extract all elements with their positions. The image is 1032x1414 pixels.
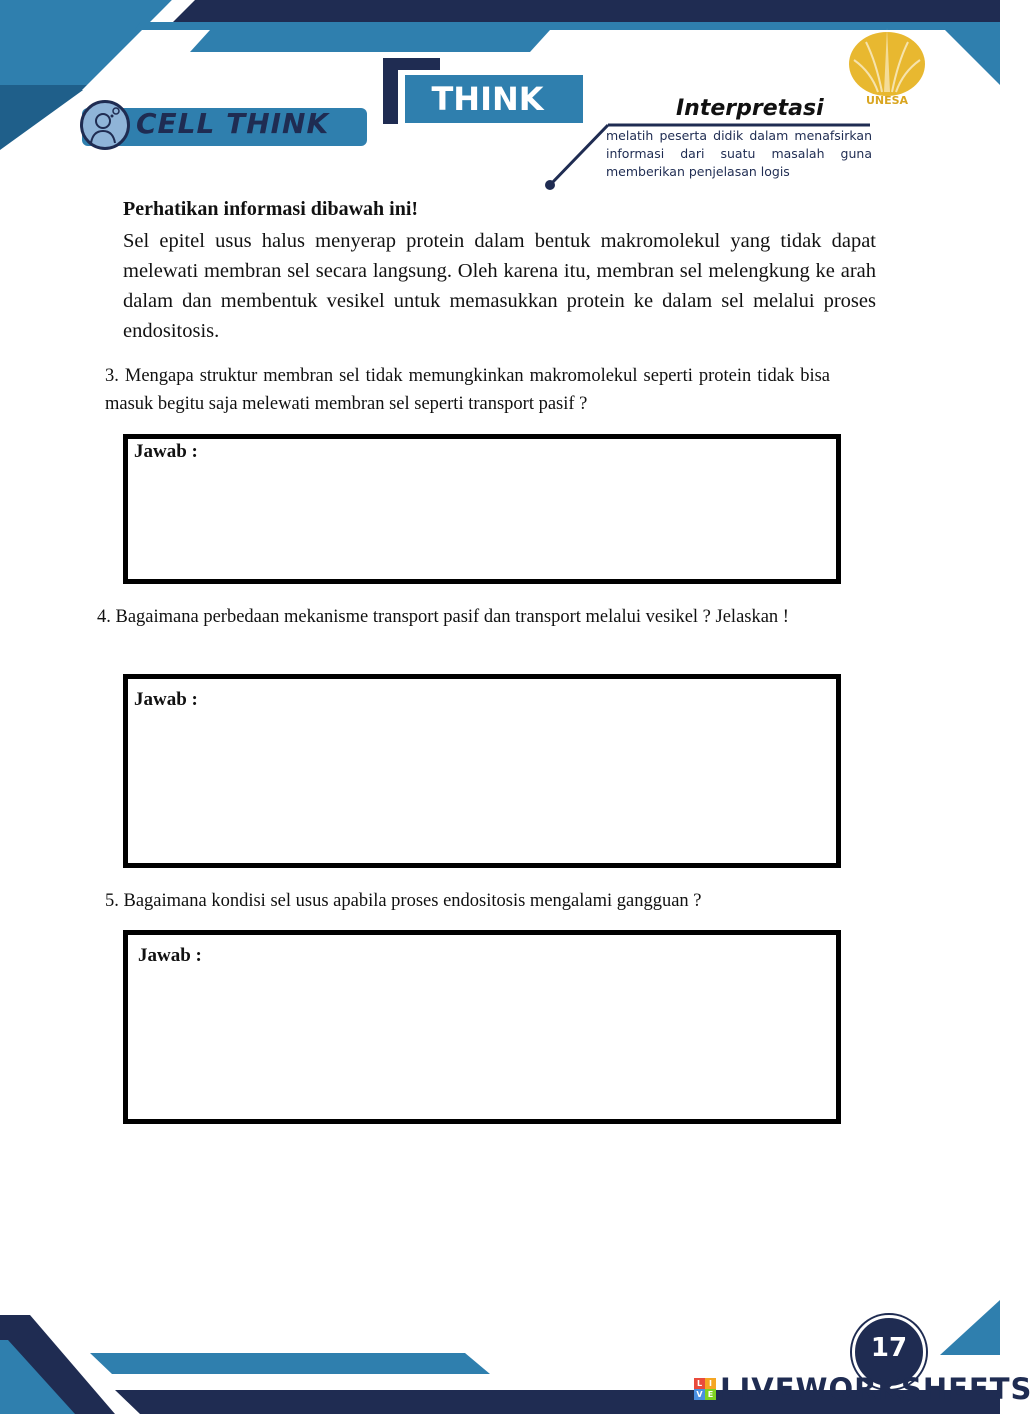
question-4-text: Bagaimana perbedaan mekanisme transport pasif dan transport melalui vesikel ? Jelaskan ! — [115, 607, 789, 627]
intro-heading: Perhatikan informasi dibawah ini! — [123, 198, 419, 220]
answer-label-5: Jawab : — [138, 945, 202, 966]
skill-title: Interpretasi — [676, 96, 824, 121]
question-4 — [97, 603, 822, 631]
answer-box-5[interactable] — [123, 930, 841, 1124]
answer-box-3[interactable] — [123, 434, 841, 584]
question-3-text: Mengapa struktur membran sel tidak memungkinkan makromolekul seperti protein tidak bisa masuk begitu saja melewati membran sel seperti transport pasif ? — [105, 366, 831, 414]
skill-description: melatih peserta didik dalam menafsirkan informasi dari suatu masalah guna memberikan penjelasan logis — [606, 128, 872, 179]
watermark-text: LIVEWORKSHEETS — [720, 1372, 1032, 1406]
page-number: 17 — [870, 1333, 908, 1363]
answer-label-3: Jawab : — [134, 441, 198, 462]
liveworksheets-logo-icon: L I V E — [694, 1378, 716, 1400]
answer-box-4[interactable] — [123, 674, 841, 868]
intro-body: Sel epitel usus halus menyerap protein dalam bentuk makromolekul yang tidak dapat melewati membran sel secara langsung. Oleh karena itu, membran sel melengkung ke arah dalam dan membentuk vesikel untuk memasukkan protein ke dalam sel melalui proses endositosis. — [123, 230, 876, 342]
question-5 — [105, 887, 830, 915]
brand-title: CELL THINK — [136, 107, 330, 140]
question-5-number: 5. — [105, 891, 119, 911]
question-4-number: 4. — [97, 607, 111, 627]
question-3-number: 3. — [105, 366, 119, 386]
logo-text: UNESA — [865, 94, 909, 107]
question-5-text: Bagaimana kondisi sel usus apabila proses endositosis mengalami gangguan ? — [123, 891, 702, 911]
answer-label-4: Jawab : — [134, 689, 198, 710]
thinking-person-icon — [80, 100, 130, 150]
question-3 — [105, 362, 830, 418]
section-label: THINK — [431, 80, 544, 118]
unesa-logo — [846, 22, 928, 112]
